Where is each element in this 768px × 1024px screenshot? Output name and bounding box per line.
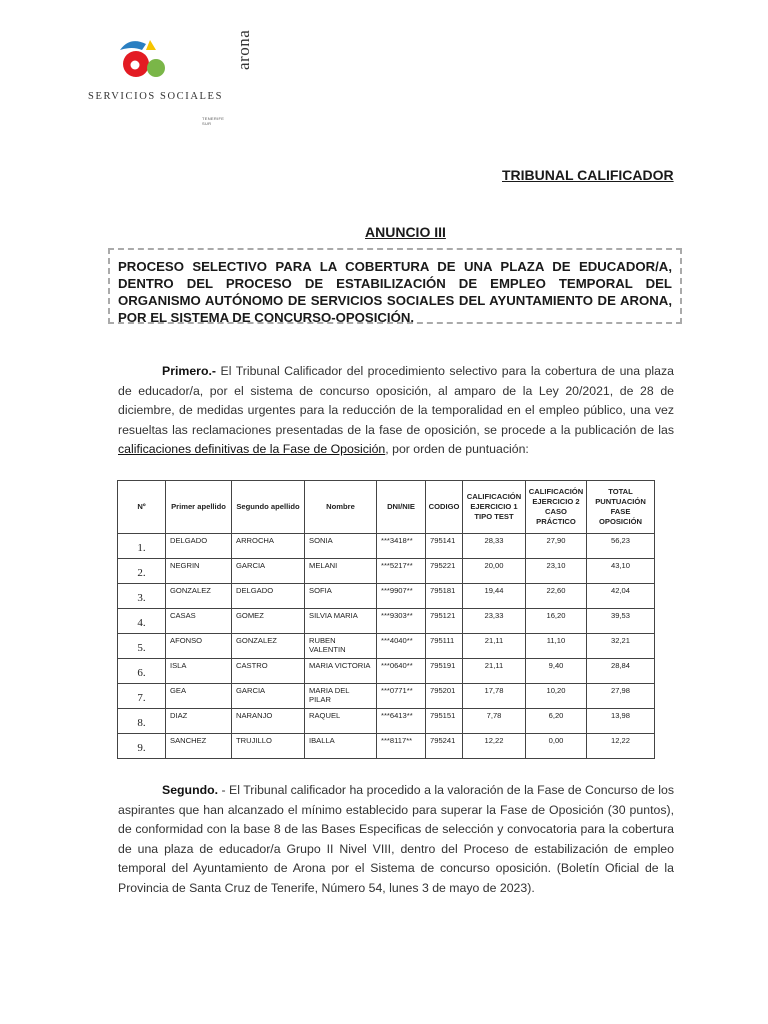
cell-ejercicio-1: 28,33 — [463, 534, 526, 559]
cell-primer-apellido: CASAS — [166, 609, 232, 634]
paragraph-segundo — [118, 781, 674, 898]
cell-total: 42,04 — [587, 584, 655, 609]
cell-nombre: IBALLA — [305, 734, 377, 759]
cell-nombre: RAQUEL — [305, 709, 377, 734]
cell-nombre: SONIA — [305, 534, 377, 559]
subject-box: PROCESO SELECTIVO PARA LA COBERTURA DE UNA PLAZA DE EDUCADOR/A, DENTRO DEL PROCESO DE ESTABILIZACIÓN DE EMPLEO TEMPORAL DEL ORGANISMO AUTÓNOMO DE SERVICIOS SOCIALES DEL AYUNTAMIENTO DE ARONA, POR EL SISTEMA DE CONCURSO-OPOSICIÓN. — [108, 248, 682, 324]
cell-segundo-apellido: DELGADO — [232, 584, 305, 609]
cell-total: 32,21 — [587, 634, 655, 659]
cell-total: 28,84 — [587, 659, 655, 684]
segundo-text: - El Tribunal calificador ha procedido a la valoración de la Fase de Concurso de los aspirantes que han alcanzado el mínimo establecido para superar la Fase de Oposición (30 puntos), de conformidad con la base 8 de las Bases Especificas de selección y convocatoria para la cobertura de una plaza de educador/a Grupo II Nivel VIII, dentro del Proceso de estabilización de empleo temporal del Ayuntamiento de Arona por el Sistema de concurso oposición. (Boletín Oficial de la Provincia de Santa Cruz de Tenerife, Número 54, lunes 3 de mayo de 2023). — [118, 783, 674, 895]
table-row — [118, 709, 655, 734]
cell-segundo-apellido: GARCIA — [232, 559, 305, 584]
table-row — [118, 534, 655, 559]
cell-codigo: 795111 — [426, 634, 463, 659]
cell-segundo-apellido: ARROCHA — [232, 534, 305, 559]
segundo-label: Segundo. — [162, 783, 219, 798]
cell-number: 4. — [118, 609, 166, 634]
cell-codigo: 795201 — [426, 684, 463, 709]
header-ejercicio-1: CALIFICACIÓN EJERCICIO 1 TIPO TEST — [463, 481, 526, 534]
table-row — [118, 559, 655, 584]
cell-number: 2. — [118, 559, 166, 584]
primero-text-a: El Tribunal Calificador del procedimiento selectivo para la cobertura de una plaza de educador/a, por el sistema de concurso oposición, al amparo de la Ley 20/2021, de 28 de diciembre, de medidas urgentes para la reducción de la temporalidad en el empleo público, una vez resueltas las reclamaciones presentadas de la fase de oposición, se procede a la publicación de las — [118, 364, 674, 437]
cell-primer-apellido: SANCHEZ — [166, 734, 232, 759]
header-codigo: CODIGO — [426, 481, 463, 534]
cell-primer-apellido: DELGADO — [166, 534, 232, 559]
cell-ejercicio-1: 23,33 — [463, 609, 526, 634]
header-segundo-apellido: Segundo apellido — [232, 481, 305, 534]
cell-nombre: MARIA DEL PILAR — [305, 684, 377, 709]
table-row — [118, 659, 655, 684]
cell-ejercicio-2: 22,60 — [526, 584, 587, 609]
cell-ejercicio-2: 27,90 — [526, 534, 587, 559]
table-row — [118, 734, 655, 759]
cell-ejercicio-1: 19,44 — [463, 584, 526, 609]
cell-dni: ***5217** — [377, 559, 426, 584]
cell-number: 1. — [118, 534, 166, 559]
cell-ejercicio-1: 12,22 — [463, 734, 526, 759]
cell-ejercicio-2: 23,10 — [526, 559, 587, 584]
cell-codigo: 795221 — [426, 559, 463, 584]
cell-ejercicio-1: 21,11 — [463, 634, 526, 659]
cell-ejercicio-1: 17,78 — [463, 684, 526, 709]
cell-nombre: SILVIA MARIA — [305, 609, 377, 634]
cell-nombre: SOFIA — [305, 584, 377, 609]
results-table — [117, 480, 655, 759]
header-ejercicio-2: CALIFICACIÓN EJERCICIO 2 CASO PRÁCTICO — [526, 481, 587, 534]
cell-ejercicio-2: 11,10 — [526, 634, 587, 659]
cell-ejercicio-1: 20,00 — [463, 559, 526, 584]
cell-nombre: RUBEN VALENTIN — [305, 634, 377, 659]
arona-logo-mark-icon — [116, 34, 180, 82]
cell-total: 13,98 — [587, 709, 655, 734]
cell-ejercicio-2: 10,20 — [526, 684, 587, 709]
table-body — [118, 534, 655, 759]
primero-underlined-text: calificaciones definitivas de la Fase de Oposición — [118, 442, 386, 457]
cell-dni: ***3418** — [377, 534, 426, 559]
cell-segundo-apellido: GONZALEZ — [232, 634, 305, 659]
cell-primer-apellido: NEGRIN — [166, 559, 232, 584]
table-row — [118, 684, 655, 709]
logo-brand-text: arona — [234, 29, 253, 70]
cell-segundo-apellido: GOMEZ — [232, 609, 305, 634]
cell-ejercicio-2: 0,00 — [526, 734, 587, 759]
cell-ejercicio-1: 7,78 — [463, 709, 526, 734]
cell-segundo-apellido: GARCIA — [232, 684, 305, 709]
announcement-title: ANUNCIO III — [365, 224, 446, 240]
cell-number: 8. — [118, 709, 166, 734]
cell-total: 27,98 — [587, 684, 655, 709]
document-heading: TRIBUNAL CALIFICADOR — [502, 167, 674, 183]
cell-dni: ***6413** — [377, 709, 426, 734]
cell-total: 43,10 — [587, 559, 655, 584]
cell-nombre: MARIA VICTORIA — [305, 659, 377, 684]
cell-primer-apellido: GONZALEZ — [166, 584, 232, 609]
primero-text-b: , por orden de puntuación: — [385, 442, 529, 457]
table-row — [118, 584, 655, 609]
table-row — [118, 609, 655, 634]
cell-codigo: 795181 — [426, 584, 463, 609]
header-dni: DNI/NIE — [377, 481, 426, 534]
cell-primer-apellido: DIAZ — [166, 709, 232, 734]
cell-dni: ***0640** — [377, 659, 426, 684]
cell-number: 3. — [118, 584, 166, 609]
cell-ejercicio-2: 16,20 — [526, 609, 587, 634]
cell-number: 9. — [118, 734, 166, 759]
cell-primer-apellido: GEA — [166, 684, 232, 709]
cell-total: 12,22 — [587, 734, 655, 759]
table-row — [118, 634, 655, 659]
table-header-row — [118, 481, 655, 534]
cell-codigo: 795191 — [426, 659, 463, 684]
cell-dni: ***9303** — [377, 609, 426, 634]
cell-dni: ***0771** — [377, 684, 426, 709]
paragraph-primero — [118, 362, 674, 460]
primero-label: Primero.- — [162, 364, 216, 379]
header-nombre: Nombre — [305, 481, 377, 534]
cell-ejercicio-2: 6,20 — [526, 709, 587, 734]
department-name: SERVICIOS SOCIALES — [88, 91, 224, 102]
cell-dni: ***8117** — [377, 734, 426, 759]
cell-dni: ***4040** — [377, 634, 426, 659]
cell-primer-apellido: ISLA — [166, 659, 232, 684]
cell-segundo-apellido: CASTRO — [232, 659, 305, 684]
cell-total: 56,23 — [587, 534, 655, 559]
logo-subtext: TENERIFE SUR — [202, 116, 225, 126]
cell-number: 7. — [118, 684, 166, 709]
cell-codigo: 795241 — [426, 734, 463, 759]
header-number: Nº — [118, 481, 166, 534]
cell-codigo: 795121 — [426, 609, 463, 634]
cell-number: 6. — [118, 659, 166, 684]
cell-segundo-apellido: TRUJILLO — [232, 734, 305, 759]
cell-segundo-apellido: NARANJO — [232, 709, 305, 734]
cell-total: 39,53 — [587, 609, 655, 634]
cell-ejercicio-2: 9,40 — [526, 659, 587, 684]
cell-ejercicio-1: 21,11 — [463, 659, 526, 684]
header-total: TOTAL PUNTUACIÓN FASE OPOSICIÓN — [587, 481, 655, 534]
cell-dni: ***9907** — [377, 584, 426, 609]
header-primer-apellido: Primer apellido — [166, 481, 232, 534]
cell-number: 5. — [118, 634, 166, 659]
cell-codigo: 795151 — [426, 709, 463, 734]
cell-primer-apellido: AFONSO — [166, 634, 232, 659]
cell-nombre: MELANI — [305, 559, 377, 584]
cell-codigo: 795141 — [426, 534, 463, 559]
